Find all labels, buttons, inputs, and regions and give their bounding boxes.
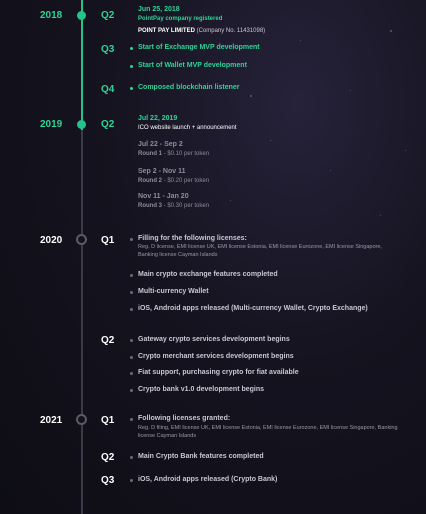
bullet-dot [130, 418, 133, 421]
milestone-item: Crypto bank v1.0 development begins [138, 386, 265, 393]
event-title: PointPay company registered [138, 16, 223, 22]
round-label: Round 1 [138, 151, 162, 157]
licenses-title: Filling for the following licenses: [138, 235, 247, 242]
event-date: Jul 22, 2019 [138, 115, 178, 122]
licenses-detail: Reg. D filing, EMI license UK, EMI license Estonia, EMI license Eurozone, EMI license Singapore, Banking license Cayman Islands [138, 425, 398, 439]
year-label-2019: 2019 [40, 119, 63, 130]
company-name: POINT PAY LIMITED [138, 28, 195, 34]
round-dates: Sep 2 - Nov 11 [138, 168, 186, 175]
licenses-detail: Reg. D license, EMI license UK, EMI license Estonia, EMI license Eurozone, EMI license Singapore, Banking license Cayman Islands [138, 244, 382, 258]
bullet-dot [130, 479, 133, 482]
round-info [138, 178, 209, 184]
round-dates: Nov 11 - Jan 20 [138, 193, 189, 200]
round-dates: Jul 22 - Sep 2 [138, 141, 183, 148]
year-label-2018: 2018 [40, 10, 63, 21]
quarter-label: Q2 [101, 119, 115, 130]
milestone-item: Fiat support, purchasing crypto for fiat available [138, 369, 299, 376]
round-info [138, 151, 209, 157]
round-price: - $0.30 per token [162, 203, 210, 209]
milestone-item: Composed blockchain listener [138, 84, 240, 91]
event-title: ICO website launch + announcement [138, 125, 237, 131]
quarter-label: Q3 [101, 44, 115, 55]
milestone-item: iOS, Android apps released (Crypto Bank) [138, 476, 278, 483]
timeline-line [81, 0, 83, 514]
milestone-item: Main crypto exchange features completed [138, 271, 278, 278]
bullet-dot [130, 65, 133, 68]
bullet-dot [130, 238, 133, 241]
round-price: - $0.20 per token [162, 178, 210, 184]
bullet-dot [130, 389, 133, 392]
bullet-dot [130, 87, 133, 90]
bullet-dot [130, 356, 133, 359]
bullet-dot [130, 339, 133, 342]
bullet-dot [130, 456, 133, 459]
year-label-2021: 2021 [40, 415, 63, 426]
bullet-dot [130, 372, 133, 375]
quarter-label: Q3 [101, 475, 115, 486]
milestone-item: Gateway crypto services development begins [138, 336, 290, 343]
timeline-node-2020 [76, 234, 87, 245]
quarter-label: Q2 [101, 335, 115, 346]
milestone-item: Main Crypto Bank features completed [138, 453, 264, 460]
timeline-upcoming-segment [81, 130, 83, 514]
timeline-node-2021 [76, 414, 87, 425]
milestone-item: Multi-currency Wallet [138, 288, 209, 295]
licenses-title: Following licenses granted: [138, 415, 231, 422]
milestone-item: Crypto merchant services development begins [138, 353, 294, 360]
round-info [138, 203, 209, 209]
milestone-item: Start of Exchange MVP development [138, 44, 260, 51]
round-label: Round 2 [138, 178, 162, 184]
timeline-node-2018 [77, 11, 86, 20]
quarter-label: Q1 [101, 235, 115, 246]
company-number: (Company No. 11431098) [196, 28, 266, 34]
timeline-node-2019 [77, 120, 86, 129]
milestone-item: Start of Wallet MVP development [138, 62, 247, 69]
bullet-dot [130, 291, 133, 294]
bullet-dot [130, 47, 133, 50]
bullet-dot [130, 308, 133, 311]
event-date: Jun 25, 2018 [138, 6, 180, 13]
quarter-label: Q1 [101, 415, 115, 426]
milestone-item: iOS, Android apps released (Multi-currency Wallet, Crypto Exchange) [138, 305, 368, 312]
quarter-label: Q4 [101, 84, 115, 95]
year-label-2020: 2020 [40, 235, 63, 246]
round-label: Round 3 [138, 203, 162, 209]
quarter-label: Q2 [101, 10, 115, 21]
round-price: - $0.10 per token [162, 151, 210, 157]
company-line [138, 28, 265, 34]
bullet-dot [130, 274, 133, 277]
quarter-label: Q2 [101, 452, 115, 463]
